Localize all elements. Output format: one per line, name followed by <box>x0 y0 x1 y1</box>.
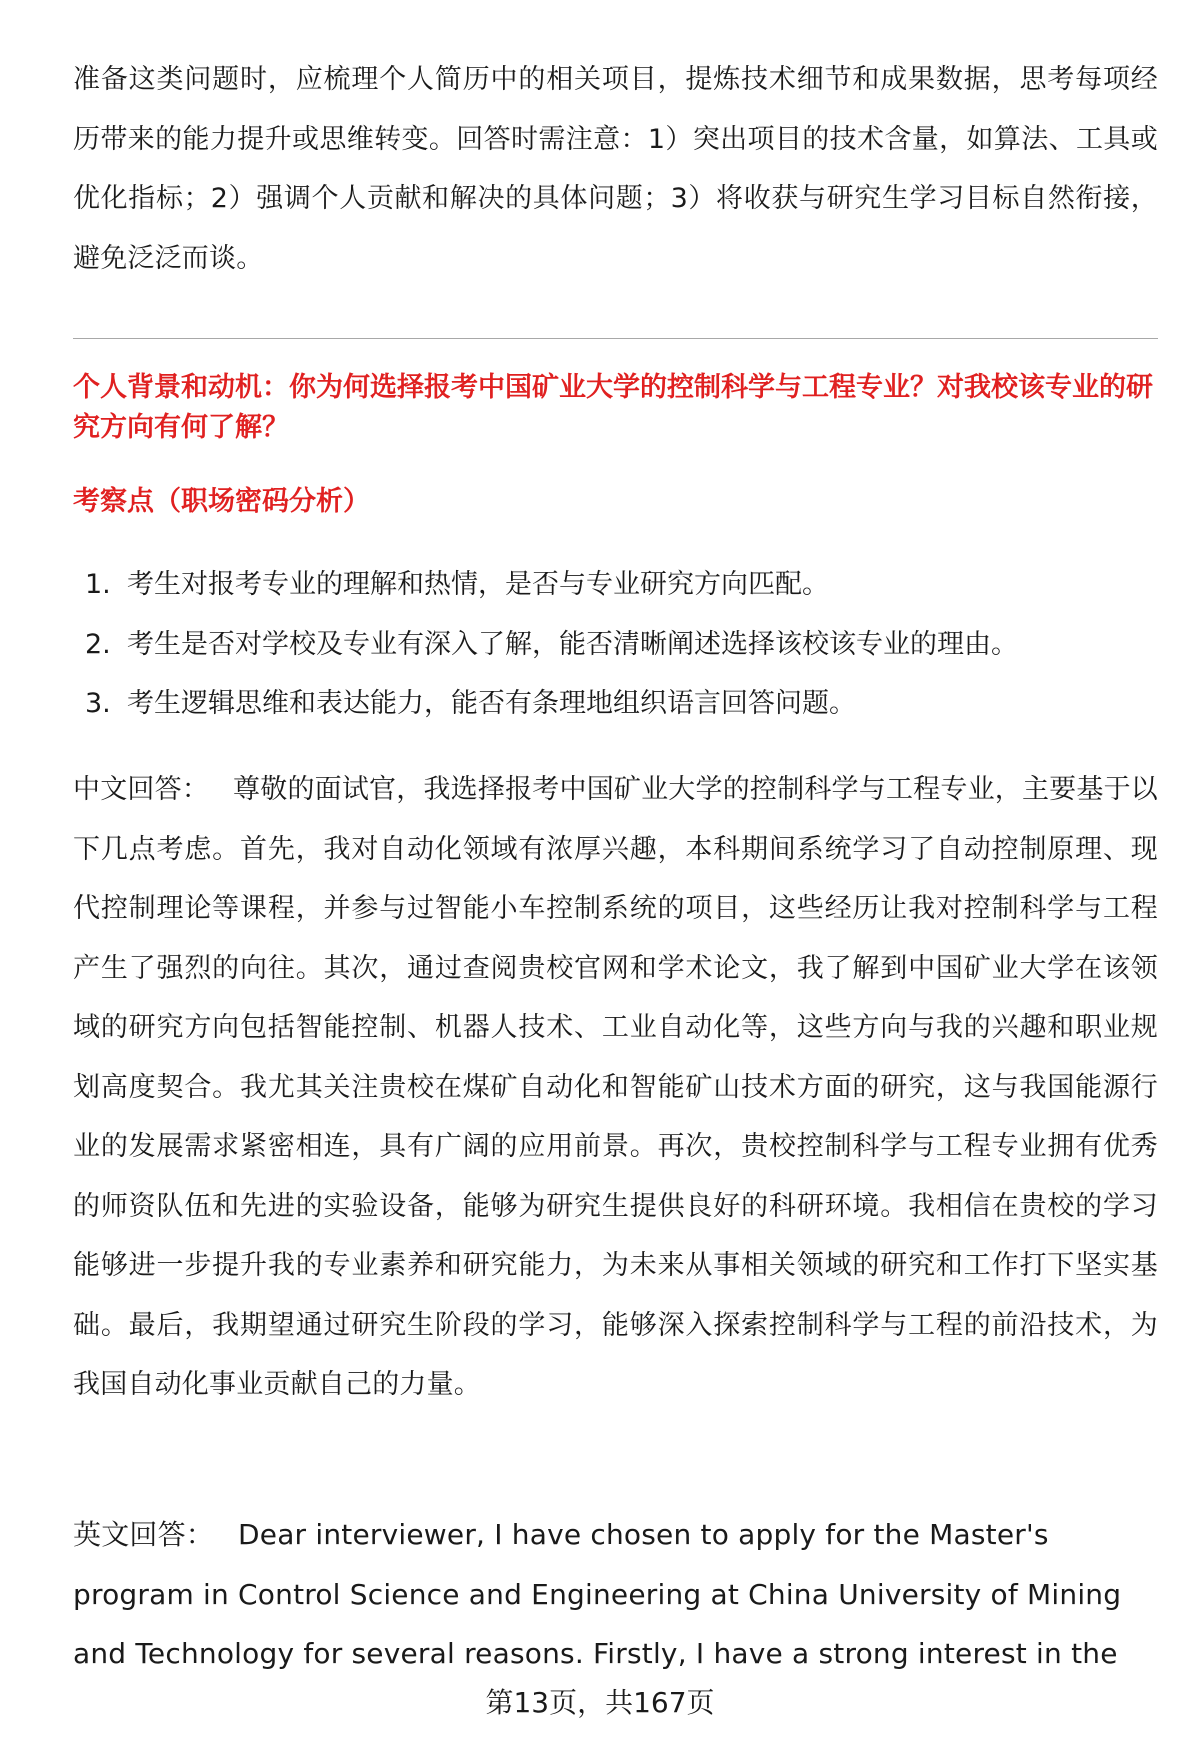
english-answer-text: Dear interviewer, I have chosen to apply for the Master's program in Control Science and Engineering at China University of Mining and Technology for several reasons. Firstly, I have a strong interest in the <box>73 1518 1122 1670</box>
page-number: 第13页，共167页 <box>485 1686 715 1719</box>
chinese-answer-label: 中文回答： <box>73 774 210 805</box>
list-item-text: 考生是否对学校及专业有深入了解，能否清晰阐述选择该校该专业的理由。 <box>127 628 1018 660</box>
list-item-text: 考生逻辑思维和表达能力，能否有条理地组织语言回答问题。 <box>127 688 856 719</box>
assessment-label: 考察点（职场密码分析） <box>73 486 370 517</box>
assessment-points <box>73 555 1158 734</box>
english-answer <box>73 1505 1158 1684</box>
list-number: 2. <box>85 628 111 660</box>
chinese-answer-text: 尊敬的面试官，我选择报考中国矿业大学的控制科学与工程专业，主要基于以下几点考虑。首先，我对自动化领域有浓厚兴趣，本科期间系统学习了自动控制原理、现代控制理论等课程，并参与过智能小车控制系统的项目，这些经历让我对控制科学与工程产生了强烈的向往。其次，通过查阅贵校官网和学术论文，我了解到中国矿业大学在该领域的研究方向包括智能控制、机器人技术、工业自动化等，这些方向与我的兴趣和职业规划高度契合。我尤其关注贵校在煤矿自动化和智能矿山技术方面的研究，这与我国能源行业的发展需求紧密相连，具有广阔的应用前景。再次，贵校控制科学与工程专业拥有优秀的师资队伍和先进的实验设备，能够为研究生提供良好的科研环境。我相信在贵校的学习能够进一步提升我的专业素养和研究能力，为未来从事相关领域的研究和工作打下坚实基础。最后，我期望通过研究生阶段的学习，能够深入探索控制科学与工程的前沿技术，为我国自动化事业贡献自己的力量。 <box>73 774 1158 1400</box>
list-item <box>73 674 1158 734</box>
list-item <box>73 615 1158 675</box>
intro-paragraph: 准备这类问题时，应梳理个人简历中的相关项目，提炼技术细节和成果数据，思考每项经历带来的能力提升或思维转变。回答时需注意：1）突出项目的技术含量，如算法、工具或优化指标；2）强调个人贡献和解决的具体问题；3）将收获与研究生学习目标自然衔接，避免泛泛而谈。 <box>73 64 1158 274</box>
english-answer-label: 英文回答： <box>73 1518 215 1551</box>
section-divider <box>73 338 1158 339</box>
question-heading: 个人背景和动机：你为何选择报考中国矿业大学的控制科学与工程专业？对我校该专业的研究方向有何了解？ <box>73 372 1153 443</box>
chinese-answer <box>73 760 1158 1415</box>
list-item <box>73 555 1158 615</box>
list-item-text: 考生对报考专业的理解和热情，是否与专业研究方向匹配。 <box>127 569 829 600</box>
list-number: 1. <box>85 569 111 600</box>
list-number: 3. <box>85 688 111 719</box>
